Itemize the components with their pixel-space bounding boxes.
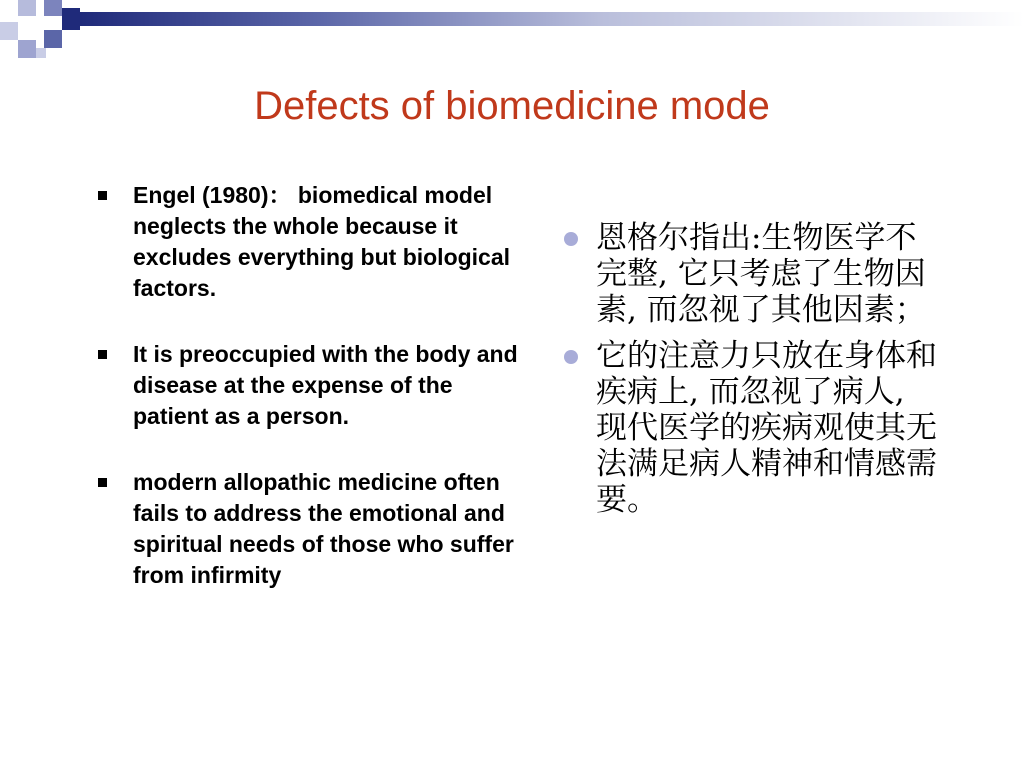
bullet-text: Engel (1980)： biomedical model neglects the whole because it excludes everything but biological factors. [133, 182, 511, 301]
list-item [560, 220, 940, 328]
deco-square [18, 0, 36, 16]
deco-square [62, 8, 80, 30]
bullet-text: modern allopathic medicine often fails to address the emotional and spiritual needs of those who suffer from infirmity [133, 469, 514, 588]
circle-bullet-icon [564, 232, 578, 246]
deco-square [18, 40, 36, 58]
deco-square [44, 30, 62, 48]
deco-square [36, 48, 46, 58]
circle-bullet-icon [564, 350, 578, 364]
list-item [96, 339, 526, 432]
deco-square [0, 22, 18, 40]
bullet-text: It is preoccupied with the body and disease at the expense of the patient as a person. [133, 341, 518, 429]
english-bullet-list [96, 180, 526, 591]
bullet-text: 它的注意力只放在身体和疾病上, 而忽视了病人, 现代医学的疾病观使其无法满足病人精神和情感需要。 [596, 338, 937, 518]
list-item [96, 180, 526, 304]
deco-square [44, 0, 62, 16]
square-bullet-icon [98, 350, 107, 359]
chinese-bullet-list [560, 220, 940, 518]
square-bullet-icon [98, 478, 107, 487]
header-gradient-bar [80, 12, 1024, 26]
list-item [560, 338, 940, 518]
list-item [96, 467, 526, 591]
slide-title: Defects of biomedicine mode [254, 84, 770, 128]
square-bullet-icon [98, 191, 107, 200]
bullet-text: 恩格尔指出:生物医学不完整, 它只考虑了生物因素, 而忽视了其他因素； [596, 220, 926, 328]
